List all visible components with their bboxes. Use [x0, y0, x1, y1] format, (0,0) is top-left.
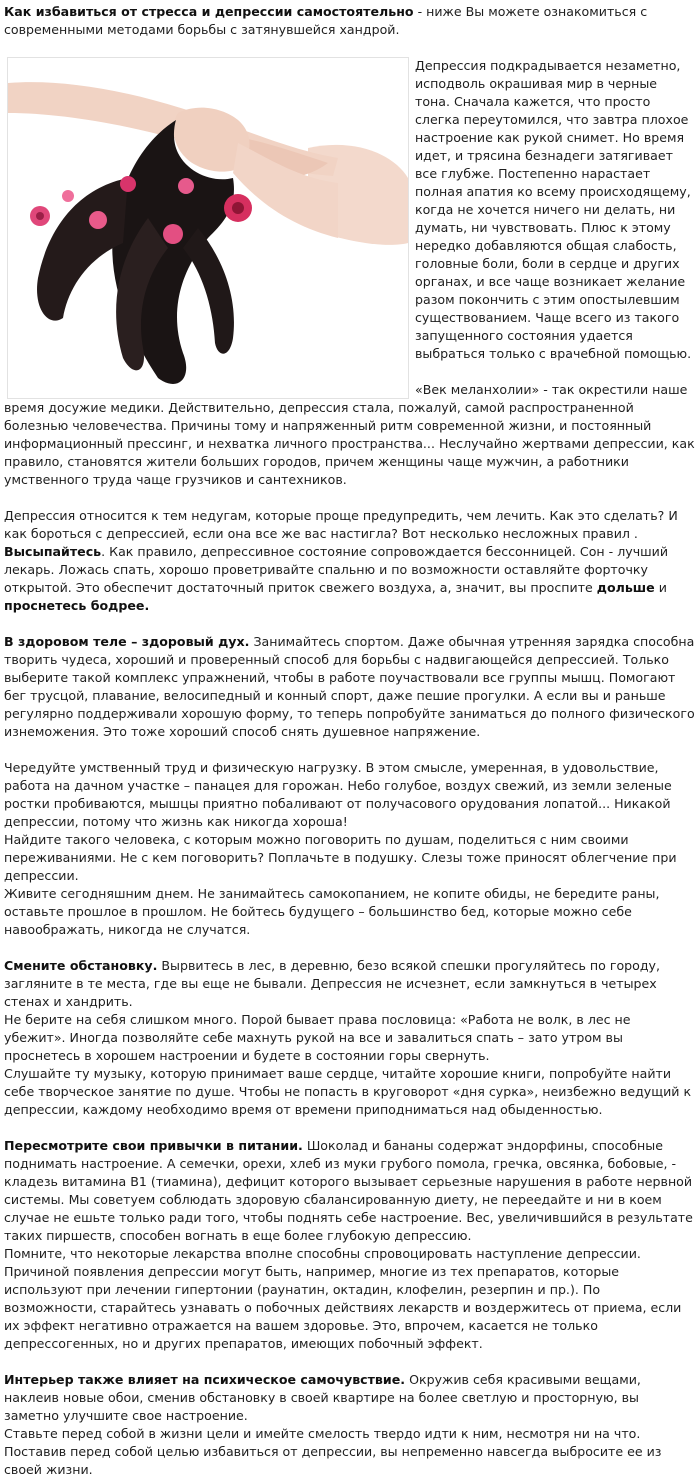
sleep-heading: Высыпайтесь: [4, 544, 102, 559]
change-heading: Смените обстановку.: [4, 958, 158, 973]
sleep-text: . Как правило, депрессивное состояние сопровождается бессонницей. Сон - лучший лекарь. Ложась спать, хорошо проветривайте спальню и по возможности оставляйте форточку открытой. Это обеспечит достаточный приток свежего воздуха, а, значит, вы проспите: [4, 544, 669, 595]
interior-heading: Интерьер также влияет на психическое самочувствие.: [4, 1372, 406, 1387]
paragraph-talk: Найдите такого человека, с которым можно поговорить по душам, поделиться с ним своими переживаниями. Не с кем поговорить? Поплачьте в подушку. Слезы тоже приносят облегчение при депрессии.: [4, 832, 677, 883]
paragraph-music: Слушайте ту музыку, которую принимает ваше сердце, читайте хорошие книги, попробуйте найти себе творческое занятие по душе. Чтобы не попасть в круговорот «дня сурка», неизбежно ведущий к депрессии, каждому необходимо время от времени приподниматься над обыденностью.: [4, 1066, 692, 1117]
woman-massage-photo: [7, 57, 409, 399]
photo-illustration: [8, 58, 408, 398]
paragraph-change: [4, 957, 695, 1011]
paragraph-rest: Не берите на себя слишком много. Порой бывает права пословица: «Работа не волк, в лес не убежит». Иногда позволяйте себе махнуть рукой на все и завалиться спать – зато утром вы проснетесь в хорошем настроении и будете в состоянии горы свернуть.: [4, 1012, 631, 1063]
health-heading: В здоровом теле – здоровый дух.: [4, 634, 250, 649]
sleep-and: и: [654, 580, 667, 595]
paragraph-goals: Ставьте перед собой в жизни цели и имейте смелость твердо идти к ним, несмотря ни на что. Поставив перед собой целью избавиться от депрессии, вы непременно навсегда выбросите ее из своей жизни.: [4, 1426, 662, 1477]
sleep-bold-longer: дольше: [596, 580, 655, 595]
sleep-bold-fresher: проснетесь бодрее.: [4, 598, 150, 613]
food-heading: Пересмотрите свои привычки в питании.: [4, 1138, 303, 1153]
change-text: Вырвитесь в лес, в деревню, безо всякой спешки прогуляйтесь по городу, загляните в те места, где вы еще не бывали. Депрессия не исчезнет, если замкнуться в четырех стенах и хандрить.: [4, 958, 661, 1009]
paragraph-food: [4, 1137, 695, 1245]
paragraph-2: «Век меланхолии» - так окрестили наше время досужие медики. Действительно, депрессия стала, пожалуй, самой распространенной болезнью человечества. Причины тому и напряженный ритм современной жизни, и постоянный информационный прессинг, и нехватка личного пространства... Неслучайно жертвами депрессии, как правило, становятся жители больших городов, причем женщины чаще мужчин, а работники умственного труда чаще грузчиков и сантехников.: [4, 382, 695, 487]
article-title: Как избавиться от стресса и депрессии самостоятельно: [4, 4, 414, 19]
paragraph-health: [4, 633, 695, 741]
paragraph-sleep: [4, 543, 695, 615]
intro-text: - ниже Вы можете ознакомиться с современными методами борьбы с затянувшейся хандрой.: [4, 4, 648, 37]
food-text: Шоколад и бананы содержат эндорфины, способные поднимать настроение. А семечки, орехи, хлеб из муки грубого помола, гречка, овсянка, бобовые, - кладезь витамина В1 (тиамина), дефицит которого вызывает серьезные нарушения в работе нервной системы. Мы советуем соблюдать здоровую сбалансированную диету, не переедайте и ни в коем случае не ешьте только ради того, чтобы поднять себе настроение. Вес, увеличившийся в результате таких пиршеств, способен вогнать в еще более глубокую депрессию.: [4, 1138, 693, 1243]
intro-paragraph: [4, 3, 695, 39]
health-text: Занимайтесь спортом. Даже обычная утренняя зарядка способна творить чудеса, хороший и проверенный способ для борьбы с надвигающейся депрессией. Только выберите такой комплекс упражнений, чтобы в работе поучаствовали все группы мышц. Помогают бег трусцой, плавание, велосипедный и конный спорт, даже пешие прогулки. А если вы и раньше регулярно поддерживали хорошую форму, то теперь попробуйте заниматься до полного физического изнеможения. Это тоже хороший способ снять душевное напряжение.: [4, 634, 695, 739]
paragraph-interior: [4, 1371, 695, 1425]
paragraph-alternate: Чередуйте умственный труд и физическую нагрузку. В этом смысле, умеренная, в удовольствие, работа на дачном участке – панацея для горожан. Небо голубое, воздух свежий, из земли зеленые ростки пробиваются, мышцы приятно побаливают от получасового орудования лопатой... Никакой депрессии, потому что жизнь как никогда хороша!: [4, 760, 672, 829]
paragraph-medicine: Помните, что некоторые лекарства вполне способны спровоцировать наступление депрессии. Причиной появления депрессии могут быть, например, многие из тех препаратов, которые используют при лечении гипертонии (раунатин, октадин, клофелин, резерпин и пр.). По возможности, старайтесь узнавать о побочных действиях лекарств и воздержитесь от приема, если их эффект негативно отражается на вашем здоровье. Это, впрочем, касается не только депрессогенных, но и других препаратов, имеющих побочный эффект.: [4, 1246, 682, 1351]
interior-text: Окружив себя красивыми вещами, наклеив новые обои, сменив обстановку в своей квартире на более светлую и просторную, вы заметно улучшите свое настроение.: [4, 1372, 641, 1423]
paragraph-3: Депрессия относится к тем недугам, которые проще предупредить, чем лечить. Как это сделать? И как бороться с депрессией, если она все же вас настигла? Вот несколько несложных правил .: [4, 508, 678, 541]
paragraph-today: Живите сегодняшним днем. Не занимайтесь самокопанием, не копите обиды, не бередите раны, оставьте прошлое в прошлом. Не бойтесь будущего – большинство бед, которые можно себе навоображать, никогда не случатся.: [4, 886, 660, 937]
paragraph-1: Депрессия подкрадывается незаметно, исподволь окрашивая мир в черные тона. Сначала кажется, что просто слегка переутомился, что завтра плохое настроение как рукой снимет. Но время идет, и трясина безнадеги затягивает все глубже. Постепенно нарастает полная апатия ко всему происходящему, когда не хочется ничего ни делать, ни думать, ни чувствовать. Плюс к этому нередко добавляются общая слабость, головные боли, боли в сердце и других органах, и все чаще возникает желание разом покончить с этим опостылевшим существованием. Чаще всего из такого запущенного состояния удается выбраться только с врачебной помощью.: [415, 58, 692, 361]
